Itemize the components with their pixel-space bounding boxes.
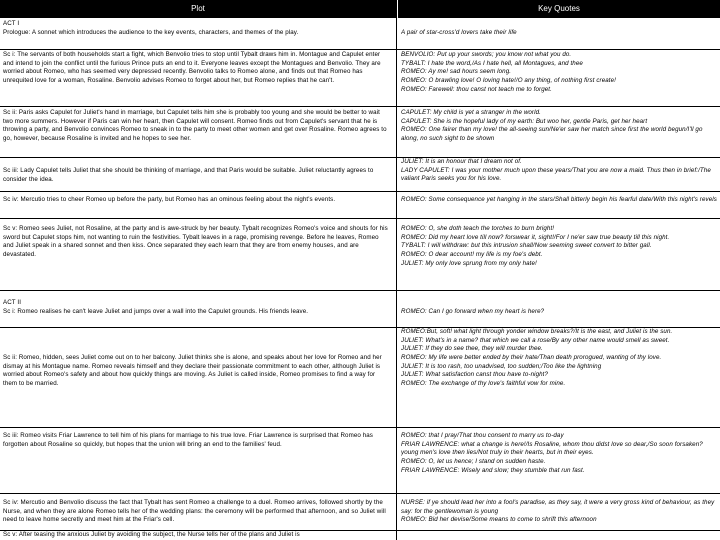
quotes-cell-act2-sc3: ROMEO: that I pray/That thou consent to marry us to-day FRIAR LAWRENCE: what a change is here!/Is Rosaline, whom thou didst love so dear,/So soon forsaken? young men's love then lies/Not truly in their hearts, but in their eyes. ROMEO: O, let us hence; I stand on sudden haste. FRIAR LAWRENCE: Wisely and slow; they stumble that run fast. xyxy=(401,432,703,474)
plot-cell-act1-sc5: Sc v: Romeo sees Juliet, not Rosaline, at the party and is awe-struck by her beauty. Tybalt recognizes Romeo's voice and shouts for his sword but Capulet stops him, not wanting to ruin the festivities. Tybalt leaves in a rage, promising revenge. Before he leaves, Romeo and Juliet speak in a shared sonnet and then kiss. Once separated they each learn that they are from enemy houses, and are devastated. xyxy=(3,225,390,259)
quotes-cell-act2-sc2: ROMEO:But, soft! what light through yonder window breaks?/It is the east, and Juliet is the sun. JULIET: What's in a name? that which we call a rose/By any other name would smell as sweet. JULIET: If they do see thee, they will murder thee. ROMEO: My life were better ended by their hate/Than death prorogued, wanting of thy love. JULIET: It is too rash, too unadvised, too sudden;/Too like the lightning JULIET: What satisfaction canst thou have to-night? ROMEO: The exchange of thy love's faithful vow for mine. xyxy=(401,328,673,388)
row-divider xyxy=(0,290,720,291)
plot-cell-act2-sc3: Sc iii: Romeo visits Friar Lawrence to tell him of his plans for marriage to his true love. Friar Lawrence is surprised that Romeo has forgotten about Rosaline so quickly, but hopes that the union will bring an end to the families' feud. xyxy=(3,432,375,448)
row-divider xyxy=(0,191,720,192)
plot-cell-act1-sc4: Sc iv: Mercutio tries to cheer Romeo up before the party, but Romeo has an ominous feeling about the night's events. xyxy=(3,196,336,203)
quotes-cell-act1-sc4: ROMEO: Some consequence yet hanging in the stars/Shall bitterly begin his fearful date/With this night's revels xyxy=(401,196,717,203)
plot-cell-act2-sc5: Sc v: After teasing the anxious Juliet by avoiding the subject, the Nurse tells her of the plans and Juliet is xyxy=(3,531,300,538)
plot-column-header: Plot xyxy=(0,0,396,18)
quotes-cell-act1-sc5: ROMEO: O, she doth teach the torches to burn bright! ROMEO: Did my heart love till now? forswear it, sight!/For I ne'er saw true beauty till this night. TYBALT: I will withdraw: but this intrusion shall/Now seeming sweet convert to bitter gall. ROMEO: O dear account! my life is my foe's debt. JULIET: My only love sprung from my only hate! xyxy=(401,225,670,267)
column-divider xyxy=(396,0,397,540)
row-divider xyxy=(0,49,720,50)
row-divider xyxy=(0,427,720,428)
quotes-cell-act2-sc4: NURSE: if ye should lead her into a fool's paradise, as they say, it were a very gross kind of behaviour, as they say: for the gentlewoman is young ROMEO: Bid her devise/Some means to come to shrift this afternoon xyxy=(401,499,715,524)
key-quotes-column-header: Key Quotes xyxy=(398,0,720,18)
plot-cell-act1-sc1: Sc i: The servants of both households start a fight, which Benvolio tries to stop until Tybalt draws him in. Montague and Capulet enter and intend to join the conflict until the furious Prince puts an end to it. Everyone leaves except the Montagues and Benvolio. They are worried about Romeo, who has seemed very depressed recently. Benvolio talks to Romeo alone, and finds out that Romeo has unrequited love for a woman, Rosaline. Benvolio advises Romeo to forget about her, but Romeo replies that he can't. xyxy=(3,51,383,85)
plot-cell-act1-sc2: Sc ii: Paris asks Capulet for Juliet's hand in marriage, but Capulet tells him she is probably too young and she would be better to wait two more summers. However if Paris can win her heart, then Capulet will consent. Romeo finds out from Capulet's servant that he is throwing a party, and Benvolio convinces Romeo to sneak in to the party to meet other women and get over Rosaline. Romeo agrees to go, however, because Rosaline is invited and he hopes to see her. xyxy=(3,109,389,143)
quotes-cell-act1-sc3: JULIET: It is an honour that I dream not of. LADY CAPULET: I was your mother much upon these years/That you are now a maid. Thus then in brief:/The valiant Paris seeks you for his love. xyxy=(401,158,711,183)
quotes-cell-act1-prologue: A pair of star-cross'd lovers take their life xyxy=(401,28,517,36)
plot-cell-act2-sc4: Sc iv: Mercutio and Benvolio discuss the fact that Tybalt has sent Romeo a challenge to a duel. Romeo arrives, followed shortly by the Nurse, and when they are alone Romeo tells her of the wedding plans: the ceremony will be performed that afternoon, and so Juliet will need to leave home secretly and meet him at the Friar's cell. xyxy=(3,499,388,524)
plot-cell-act1-sc3: Sc iii: Lady Capulet tells Juliet that she should be thinking of marriage, and that Paris would be suitable. Juliet reluctantly agrees to consider the idea. xyxy=(3,167,376,183)
quotes-cell-act1-sc2: CAPULET: My child is yet a stranger in the world. CAPULET: She is the hopeful lady of my earth: But woo her, gentle Paris, get her heart ROMEO: One fairer than my love! the all-seeing sun/Ne'er saw her match since first the world begun/I'll go along, no such sight to be shown xyxy=(401,109,703,143)
quotes-cell-act1-sc1: BENVOLIO: Put up your swords; you know not what you do. TYBALT: I hate the word,/As I hate hell, all Montagues, and thee ROMEO: Ay me! sad hours seem long. ROMEO: O brawling love! O loving hate!/O any thing, of nothing first create! ROMEO: Farewell: thou canst not teach me to forget. xyxy=(401,51,616,93)
quotes-cell-act2-sc5 xyxy=(401,531,718,540)
plot-cell-act2-sc2: Sc ii: Romeo, hidden, sees Juliet come out on to her balcony. Juliet thinks she is alone, and speaks about her love for Romeo and her dismay at his Montague name. Romeo reveals himself and they declare their passionate commitment to each other, although Juliet is worried about Romeo's safety and about how quickly things are moving. As Juliet is called inside, Romeo promises to find a way for them to be married. xyxy=(3,354,384,388)
row-divider xyxy=(0,493,720,494)
quotes-cell-act2-sc1: ROMEO: Can I go forward when my heart is here? xyxy=(401,307,545,315)
row-divider xyxy=(0,218,720,219)
plot-cell-act2-sc1: ACT II Sc i: Romeo realises he can't leave Juliet and jumps over a wall into the Capulet grounds. His friends leave. xyxy=(3,299,309,315)
plot-cell-act1-prologue: ACT I Prologue: A sonnet which introduces the audience to the key events, characters, and themes of the play. xyxy=(3,20,299,36)
row-divider xyxy=(0,106,720,107)
